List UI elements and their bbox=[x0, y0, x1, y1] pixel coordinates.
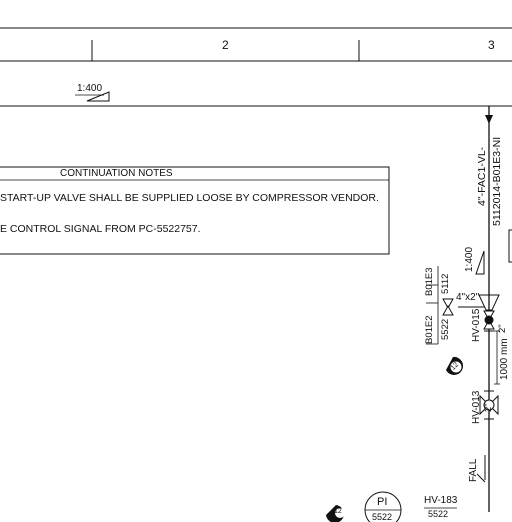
upper-tag-line1: B01E3 bbox=[424, 267, 435, 296]
valve-hv183-tag: HV-183 bbox=[424, 495, 458, 506]
valve-hv015-tag: HV-015 bbox=[471, 308, 482, 342]
note-marker-number-2: 12 bbox=[334, 508, 342, 515]
size-label-2in-b: 2" bbox=[483, 403, 494, 412]
instrument-number: 5522 bbox=[372, 512, 393, 522]
line-number-part1: 4"-FAC1-VL- bbox=[476, 146, 488, 206]
size-label-2in: 2" bbox=[497, 324, 508, 333]
continuation-notes-title: CONTINUATION NOTES bbox=[60, 168, 173, 179]
dimension-label: 1000 mm bbox=[499, 338, 510, 380]
valve-hv183-sub: 5522 bbox=[428, 509, 449, 519]
valve-hv015-ball bbox=[485, 316, 494, 325]
zone-number-3: 3 bbox=[488, 38, 495, 52]
scale-side: 1:400 bbox=[464, 246, 475, 272]
flow-arrow bbox=[485, 115, 493, 124]
fall-label: FALL bbox=[468, 458, 479, 482]
zone-number-2: 2 bbox=[222, 38, 229, 52]
reducer-label: 4"x2" bbox=[456, 292, 480, 303]
slope-triangle-side bbox=[476, 251, 484, 274]
valve-hv013-tag: HV-013 bbox=[471, 390, 482, 424]
continuation-note-1: START-UP VALVE SHALL BE SUPPLIED LOOSE BY COMPRESSOR VENDOR. bbox=[0, 192, 379, 204]
upper-tag-line2: 5112 bbox=[440, 273, 451, 294]
lower-tag-line2: 5522 bbox=[440, 318, 451, 340]
instrument-function: PI bbox=[377, 496, 388, 508]
scale-top: 1:400 bbox=[77, 83, 103, 94]
note-marker-number: 12 bbox=[449, 361, 461, 372]
continuation-note-2: E CONTROL SIGNAL FROM PC-5522757. bbox=[0, 223, 201, 235]
line-number-part2: 5112014-B01E3-NI bbox=[491, 136, 503, 226]
lower-tag-line1: B01E2 bbox=[424, 315, 435, 344]
